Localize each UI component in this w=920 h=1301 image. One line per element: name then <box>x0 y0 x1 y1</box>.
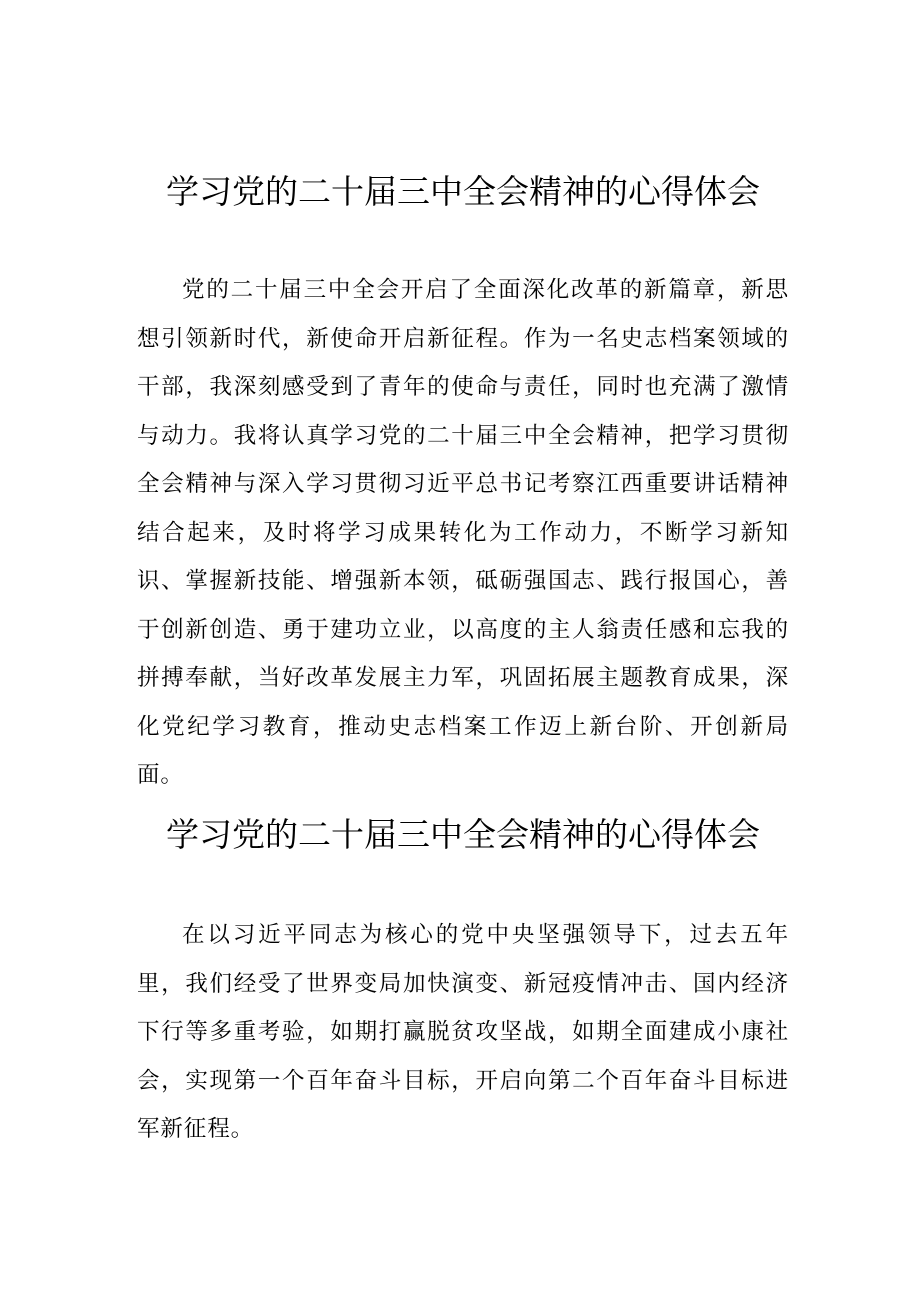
article-title: 学习党的二十届三中全会精神的心得体会 <box>166 815 760 854</box>
article-1 <box>137 170 789 800</box>
article-2 <box>137 813 789 1154</box>
article-body: 党的二十届三中全会开启了全面深化改革的新篇章，新思想引领新时代，新使命开启新征程。作为一名史志档案领域的干部，我深刻感受到了青年的使命与责任，同时也充满了激情与动力。我将认真学习党的二十届三中全会精神，把学习贯彻全会精神与深入学习贯彻习近平总书记考察江西重要讲话精神结合起来，及时将学习成果转化为工作动力，不断学习新知识、掌握新技能、增强新本领，砥砺强国志、践行报国心，善于创新创造、勇于建功立业，以高度的主人翁责任感和忘我的拼搏奉献，当好改革发展主力军，巩固拓展主题教育成果，深化党纪学习教育，推动史志档案工作迈上新台阶、开创新局面。 <box>137 277 789 788</box>
article-body: 在以习近平同志为核心的党中央坚强领导下，过去五年里，我们经受了世界变局加快演变、新冠疫情冲击、国内经济下行等多重考验，如期打赢脱贫攻坚战，如期全面建成小康社会，实现第一个百年奋斗目标，开启向第二个百年奋斗目标进军新征程。 <box>137 922 789 1142</box>
article-title: 学习党的二十届三中全会精神的心得体会 <box>166 172 760 211</box>
